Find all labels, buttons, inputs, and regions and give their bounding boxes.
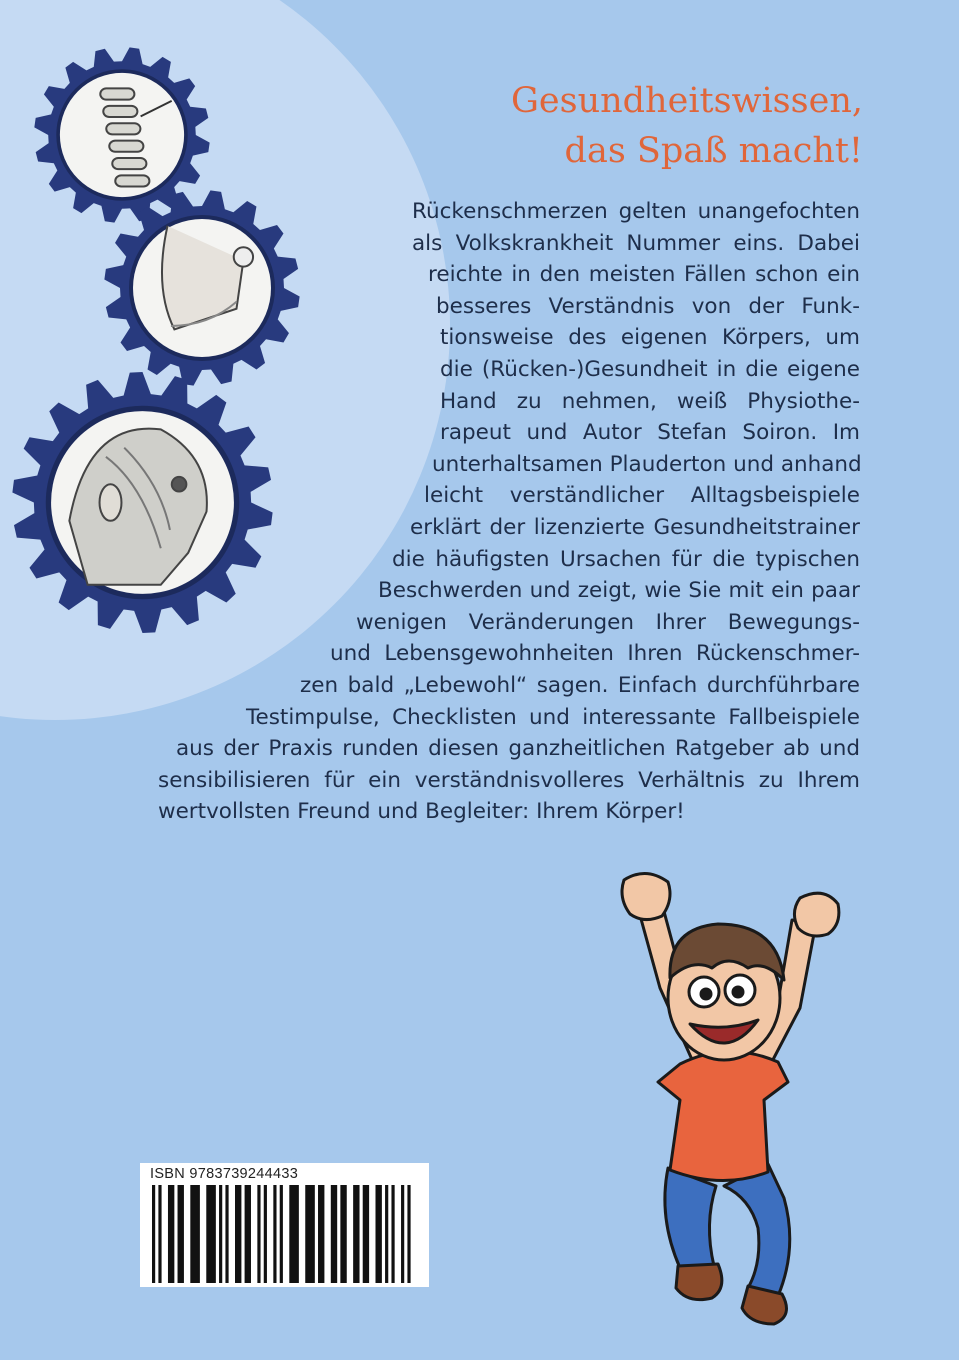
- blurb-line: aus der Praxis runden diesen ganzheitlichen Ratgeber ab und: [176, 736, 860, 762]
- barcode-bar: [225, 1185, 228, 1283]
- headline-line-2: das Spaß macht!: [564, 131, 863, 171]
- barcode-bar: [340, 1185, 346, 1283]
- blurb-line: reichte in den meisten Fällen schon ein: [428, 262, 860, 288]
- barcode-bar: [219, 1185, 222, 1283]
- blurb-line: tionsweise des eigenen Körpers, um: [440, 325, 860, 351]
- blurb-line: zen bald „Lebewohl“ sagen. Einfach durchführbare: [300, 672, 860, 698]
- barcode-icon: [150, 1185, 419, 1283]
- blurb-line: und Lebensgewohnheiten Ihren Rückenschmer-: [330, 641, 860, 667]
- barcode-bar: [152, 1185, 155, 1283]
- barcode-bar: [245, 1185, 251, 1283]
- blurb-line: Testimpulse, Checklisten und interessante Fallbeispiele: [246, 704, 860, 730]
- barcode-bar: [235, 1185, 241, 1283]
- barcode-bar: [280, 1185, 283, 1283]
- barcode-bar: [305, 1185, 315, 1283]
- blurb-line: rapeut und Autor Stefan Soiron. Im: [440, 420, 860, 446]
- isbn-label: ISBN 9783739244433: [150, 1166, 299, 1182]
- barcode-bar: [178, 1185, 184, 1283]
- blurb-line: unterhaltsamen Plauderton und anhand: [432, 451, 862, 477]
- blurb-line: Beschwerden und zeigt, wie Sie mit ein paar: [378, 578, 860, 604]
- barcode-bar: [391, 1185, 394, 1283]
- blurb-line: wenigen Veränderungen Ihrer Bewegungs-: [356, 609, 860, 635]
- barcode-bar: [407, 1185, 410, 1283]
- barcode-bar: [318, 1185, 324, 1283]
- barcode-bar: [264, 1185, 267, 1283]
- barcode-bar: [331, 1185, 337, 1283]
- blurb-line: Hand zu nehmen, weiß Physiothe-: [440, 388, 860, 414]
- blurb-line: Rückenschmerzen gelten unangefochten: [412, 199, 860, 224]
- barcode-bar: [190, 1185, 200, 1283]
- blurb-text: [0, 196, 860, 828]
- headline: [343, 76, 863, 176]
- headline-line-1: Gesundheitswissen,: [510, 81, 863, 121]
- barcode-bar: [353, 1185, 359, 1283]
- barcode-bar: [273, 1185, 276, 1283]
- barcode-bar: [289, 1185, 299, 1283]
- blurb-line: wertvollsten Freund und Begleiter: Ihrem Körper!: [158, 799, 685, 825]
- barcode-bar: [257, 1185, 260, 1283]
- blurb-line: besseres Verständnis von der Funk-: [436, 293, 860, 319]
- blurb-line: die häufigsten Ursachen für die typischen: [392, 546, 860, 572]
- barcode-bar: [401, 1185, 404, 1283]
- barcode-bar: [168, 1185, 174, 1283]
- barcode-bar: [375, 1185, 381, 1283]
- blurb-line: sensibilisieren für ein verständnisvolleres Verhältnis zu Ihrem: [158, 767, 860, 793]
- barcode-bar: [385, 1185, 388, 1283]
- blurb-line: die (Rücken-)Gesundheit in die eigene: [440, 356, 860, 382]
- barcode-bar: [363, 1185, 369, 1283]
- blurb-line: leicht verständlicher Alltagsbeispiele: [424, 483, 860, 509]
- barcode-bar: [206, 1185, 216, 1283]
- blurb-line: erklärt der lizenzierte Gesundheitstrainer: [410, 514, 860, 540]
- barcode-bar: [158, 1185, 161, 1283]
- blurb-line: als Volkskrankheit Nummer eins. Dabei: [412, 230, 860, 256]
- barcode-box: [140, 1163, 429, 1287]
- cheering-cartoon-boy: [588, 868, 858, 1328]
